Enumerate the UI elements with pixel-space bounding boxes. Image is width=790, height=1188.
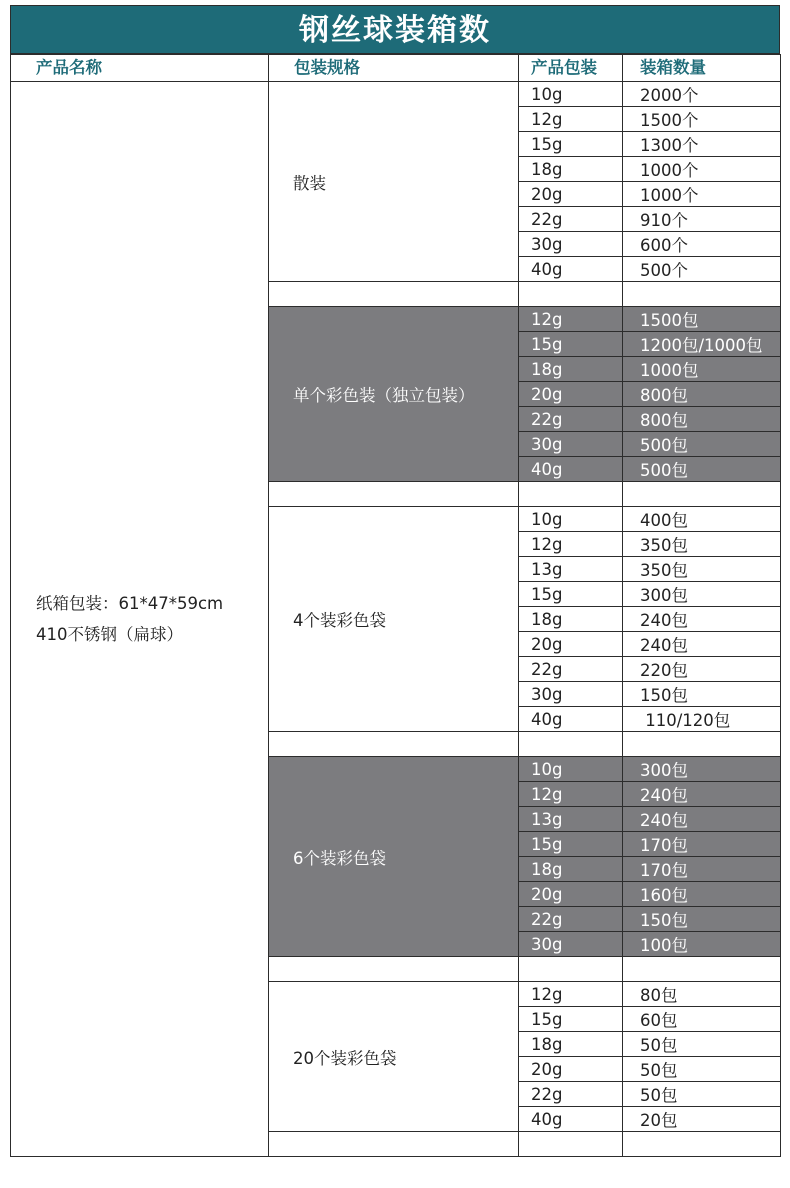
quantity-cell: 150包 <box>623 907 781 932</box>
quantity-cell: 800包 <box>623 382 781 407</box>
weight-cell: 12g <box>519 982 623 1007</box>
empty-cell <box>623 1132 781 1157</box>
empty-cell <box>519 732 623 757</box>
quantity-cell: 240包 <box>623 807 781 832</box>
weight-cell: 10g <box>519 757 623 782</box>
weight-cell: 15g <box>519 332 623 357</box>
weight-cell: 20g <box>519 882 623 907</box>
quantity-cell: 1500个 <box>623 107 781 132</box>
empty-cell <box>623 482 781 507</box>
quantity-cell: 150包 <box>623 682 781 707</box>
empty-cell <box>269 1132 519 1157</box>
packing-spec-cell: 4个装彩色袋 <box>269 507 519 732</box>
weight-cell: 30g <box>519 932 623 957</box>
weight-cell: 15g <box>519 1007 623 1032</box>
packing-spec-cell: 20个装彩色袋 <box>269 982 519 1132</box>
header-product-name: 产品名称 <box>11 55 269 82</box>
quantity-cell: 400包 <box>623 507 781 532</box>
weight-cell: 20g <box>519 382 623 407</box>
weight-cell: 18g <box>519 607 623 632</box>
packing-table <box>10 54 781 1157</box>
empty-cell <box>269 282 519 307</box>
quantity-cell: 910个 <box>623 207 781 232</box>
quantity-cell: 240包 <box>623 782 781 807</box>
quantity-cell: 160包 <box>623 882 781 907</box>
quantity-cell: 1200包/1000包 <box>623 332 781 357</box>
quantity-cell: 50包 <box>623 1082 781 1107</box>
table-body <box>11 82 781 1157</box>
empty-cell <box>623 732 781 757</box>
quantity-cell: 350包 <box>623 557 781 582</box>
quantity-cell: 20包 <box>623 1107 781 1132</box>
quantity-cell: 800包 <box>623 407 781 432</box>
weight-cell: 13g <box>519 557 623 582</box>
empty-cell <box>269 482 519 507</box>
weight-cell: 15g <box>519 832 623 857</box>
weight-cell: 22g <box>519 1082 623 1107</box>
weight-cell: 40g <box>519 1107 623 1132</box>
quantity-cell: 1000个 <box>623 182 781 207</box>
weight-cell: 12g <box>519 307 623 332</box>
weight-cell: 30g <box>519 232 623 257</box>
product-name-cell <box>11 82 269 1157</box>
weight-cell: 12g <box>519 107 623 132</box>
weight-cell: 40g <box>519 257 623 282</box>
empty-cell <box>623 282 781 307</box>
packing-spec-cell: 单个彩色装（独立包装） <box>269 307 519 482</box>
header-box-quantity: 装箱数量 <box>623 55 781 82</box>
empty-cell <box>623 957 781 982</box>
weight-cell: 12g <box>519 532 623 557</box>
weight-cell: 18g <box>519 1032 623 1057</box>
weight-cell: 10g <box>519 507 623 532</box>
quantity-cell: 1000个 <box>623 157 781 182</box>
packing-spec-cell: 6个装彩色袋 <box>269 757 519 957</box>
product-name-line1: 纸箱包装：61*47*59cm <box>36 594 224 613</box>
weight-cell: 18g <box>519 857 623 882</box>
empty-cell <box>519 482 623 507</box>
empty-cell <box>269 957 519 982</box>
quantity-cell: 110/120包 <box>623 707 781 732</box>
weight-cell: 13g <box>519 807 623 832</box>
quantity-cell: 50包 <box>623 1057 781 1082</box>
weight-cell: 18g <box>519 157 623 182</box>
quantity-cell: 300包 <box>623 582 781 607</box>
quantity-cell: 500个 <box>623 257 781 282</box>
quantity-cell: 50包 <box>623 1032 781 1057</box>
packing-spec-cell: 散装 <box>269 82 519 282</box>
product-name-line2: 410不锈钢（扁球） <box>36 625 183 644</box>
quantity-cell: 60包 <box>623 1007 781 1032</box>
weight-cell: 18g <box>519 357 623 382</box>
weight-cell: 15g <box>519 582 623 607</box>
page-title: 钢丝球装箱数 <box>10 5 780 54</box>
quantity-cell: 240包 <box>623 607 781 632</box>
weight-cell: 20g <box>519 182 623 207</box>
header-packing-spec: 包装规格 <box>269 55 519 82</box>
quantity-cell: 1000包 <box>623 357 781 382</box>
quantity-cell: 240包 <box>623 632 781 657</box>
weight-cell: 30g <box>519 432 623 457</box>
quantity-cell: 100包 <box>623 932 781 957</box>
weight-cell: 40g <box>519 707 623 732</box>
empty-cell <box>519 1132 623 1157</box>
weight-cell: 12g <box>519 782 623 807</box>
quantity-cell: 500包 <box>623 457 781 482</box>
weight-cell: 15g <box>519 132 623 157</box>
quantity-cell: 350包 <box>623 532 781 557</box>
empty-cell <box>519 282 623 307</box>
quantity-cell: 220包 <box>623 657 781 682</box>
weight-cell: 22g <box>519 407 623 432</box>
empty-cell <box>519 957 623 982</box>
quantity-cell: 170包 <box>623 832 781 857</box>
weight-cell: 22g <box>519 907 623 932</box>
quantity-cell: 1300个 <box>623 132 781 157</box>
header-product-pack: 产品包装 <box>519 55 623 82</box>
weight-cell: 20g <box>519 632 623 657</box>
quantity-cell: 1500包 <box>623 307 781 332</box>
quantity-cell: 80包 <box>623 982 781 1007</box>
header-row <box>11 55 781 82</box>
quantity-cell: 170包 <box>623 857 781 882</box>
quantity-cell: 600个 <box>623 232 781 257</box>
table-row <box>11 82 781 107</box>
weight-cell: 22g <box>519 657 623 682</box>
empty-cell <box>269 732 519 757</box>
quantity-cell: 500包 <box>623 432 781 457</box>
quantity-cell: 2000个 <box>623 82 781 107</box>
weight-cell: 40g <box>519 457 623 482</box>
weight-cell: 20g <box>519 1057 623 1082</box>
weight-cell: 10g <box>519 82 623 107</box>
quantity-cell: 300包 <box>623 757 781 782</box>
weight-cell: 22g <box>519 207 623 232</box>
weight-cell: 30g <box>519 682 623 707</box>
